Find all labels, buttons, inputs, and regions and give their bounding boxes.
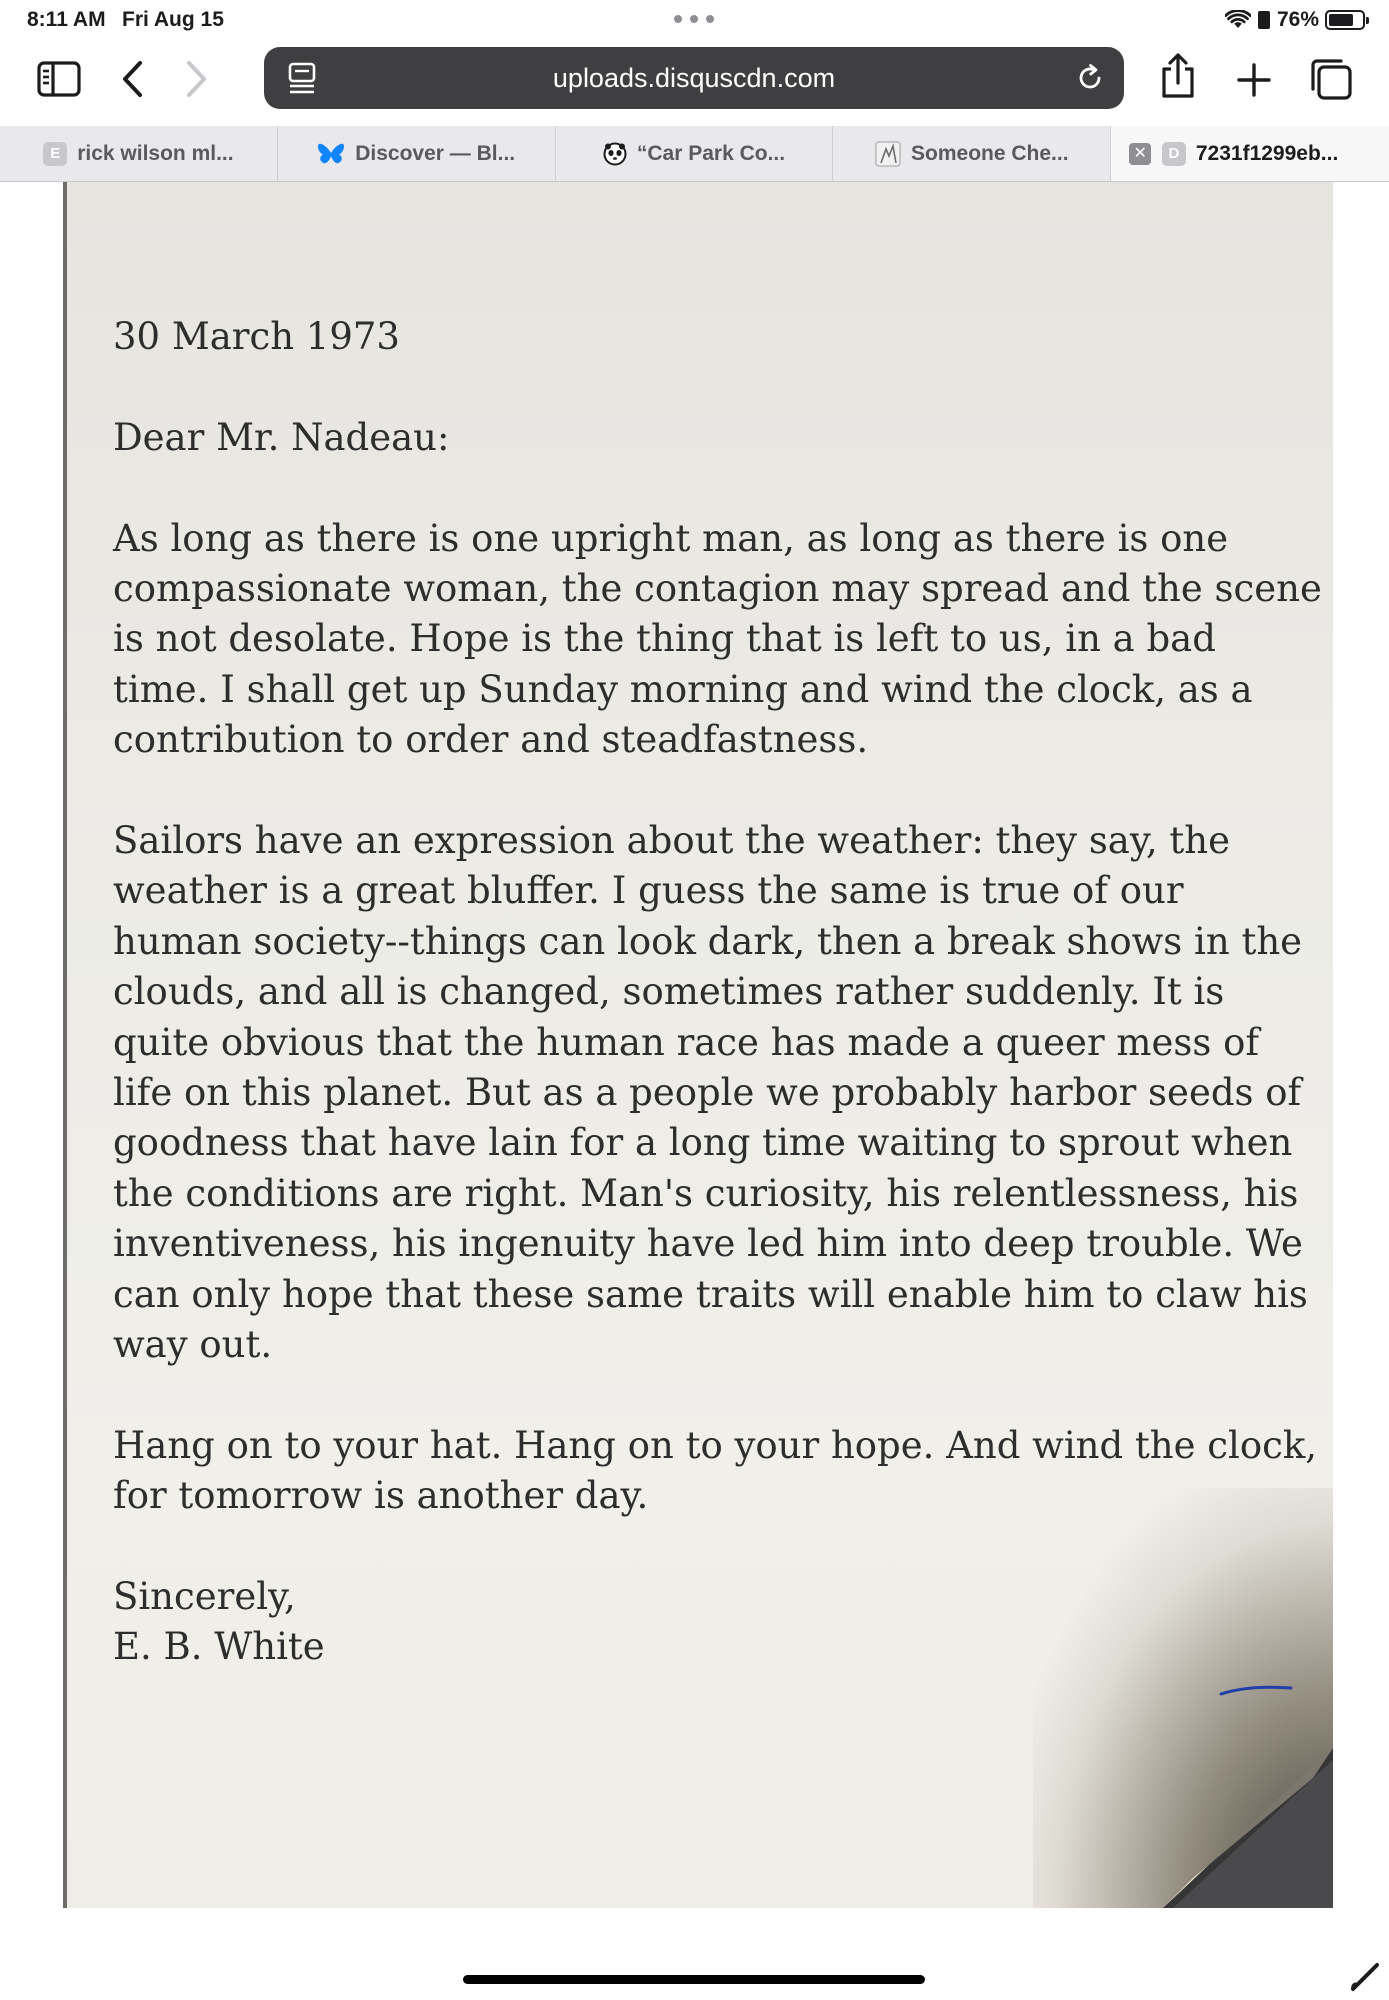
tab-someone[interactable] <box>833 126 1111 181</box>
tab-rick-wilson[interactable] <box>0 126 278 181</box>
page-curl-corner <box>1163 1708 1333 1908</box>
status-bar <box>0 0 1389 40</box>
letter-paragraph: Hang on to your hat. Hang on to your hope. And wind the clock, for tomorrow is another day. <box>113 1423 1318 1518</box>
battery-icon <box>1325 10 1365 30</box>
multitasking-dots-icon[interactable] <box>674 12 714 26</box>
letter-signature: E. B. White <box>113 1625 325 1669</box>
address-bar[interactable] <box>264 47 1124 109</box>
letter-paragraph: Sailors have an expression about the weather: they say, the weather is a great bluffer. I guess the same is true of our human society--things can look dark, then a break shows in the clouds, and all is changed, sometimes rather suddenly. It is quite obvious that the human race has made a queer mess of life on this planet. But as a people we probably harbor seeds of goodness that have lain for a long time waiting to sprout when the conditions are right. Man's curiosity, his relentlessness, his inventiveness, his ingenuity have led him into deep trouble. We can only hope that these same traits will enable him to claw his way out. <box>113 819 1308 1367</box>
letter-body <box>113 312 1323 1673</box>
status-indicators <box>1225 7 1365 33</box>
wifi-icon <box>1225 10 1251 30</box>
browser-toolbar <box>0 40 1389 126</box>
web-content[interactable] <box>0 182 1389 1910</box>
home-indicator[interactable] <box>463 1975 925 1984</box>
url-text: uploads.disquscdn.com <box>552 63 836 93</box>
status-date: Fri Aug 15 <box>122 8 224 31</box>
image-icon <box>875 141 901 167</box>
back-icon[interactable] <box>118 58 146 100</box>
close-icon[interactable]: ✕ <box>1129 143 1151 165</box>
butterfly-icon <box>317 142 345 166</box>
tab-title: 7231f1299eb... <box>1195 141 1339 165</box>
pencil-icon[interactable] <box>1350 1962 1380 1992</box>
battery-percentage: 76% <box>1276 8 1319 31</box>
tab-favicon: E <box>43 142 67 166</box>
tab-title: “Car Park Co... <box>636 141 786 165</box>
tab-title: Discover — Bl... <box>355 141 516 165</box>
sidebar-icon[interactable] <box>36 60 82 98</box>
orientation-lock-icon <box>1257 10 1271 30</box>
tab-active-image[interactable] <box>1111 126 1389 181</box>
panda-icon <box>603 142 627 166</box>
tab-car-park[interactable] <box>556 126 834 181</box>
tab-title: rick wilson ml... <box>77 141 234 165</box>
forward-icon[interactable] <box>183 58 211 100</box>
reload-icon[interactable] <box>1074 62 1106 94</box>
tab-favicon: D <box>1162 142 1186 166</box>
letter-paragraph: As long as there is one upright man, as long as there is one compassionate woman, the contagion may spread and the scene is not desolate. Hope is the thing that is left to us, in a bad time. I shall get up Sunday morning and wind the clock, as a contribution to order and steadfastness. <box>113 516 1322 762</box>
letter-date: 30 March 1973 <box>113 315 400 358</box>
new-tab-icon[interactable] <box>1234 60 1274 100</box>
ink-mark <box>1219 1682 1293 1698</box>
share-icon[interactable] <box>1156 52 1200 100</box>
battery-level <box>1329 14 1353 26</box>
letter-salutation: Dear Mr. Nadeau: <box>113 415 450 459</box>
tab-overview-icon[interactable] <box>1308 56 1354 102</box>
tab-bar <box>0 126 1389 182</box>
letter-closing: Sincerely, <box>113 1575 296 1619</box>
status-time: 8:11 AM <box>27 8 106 31</box>
tab-discover[interactable] <box>278 126 556 181</box>
tab-title: Someone Che... <box>911 141 1069 165</box>
letter-image <box>63 182 1333 1908</box>
